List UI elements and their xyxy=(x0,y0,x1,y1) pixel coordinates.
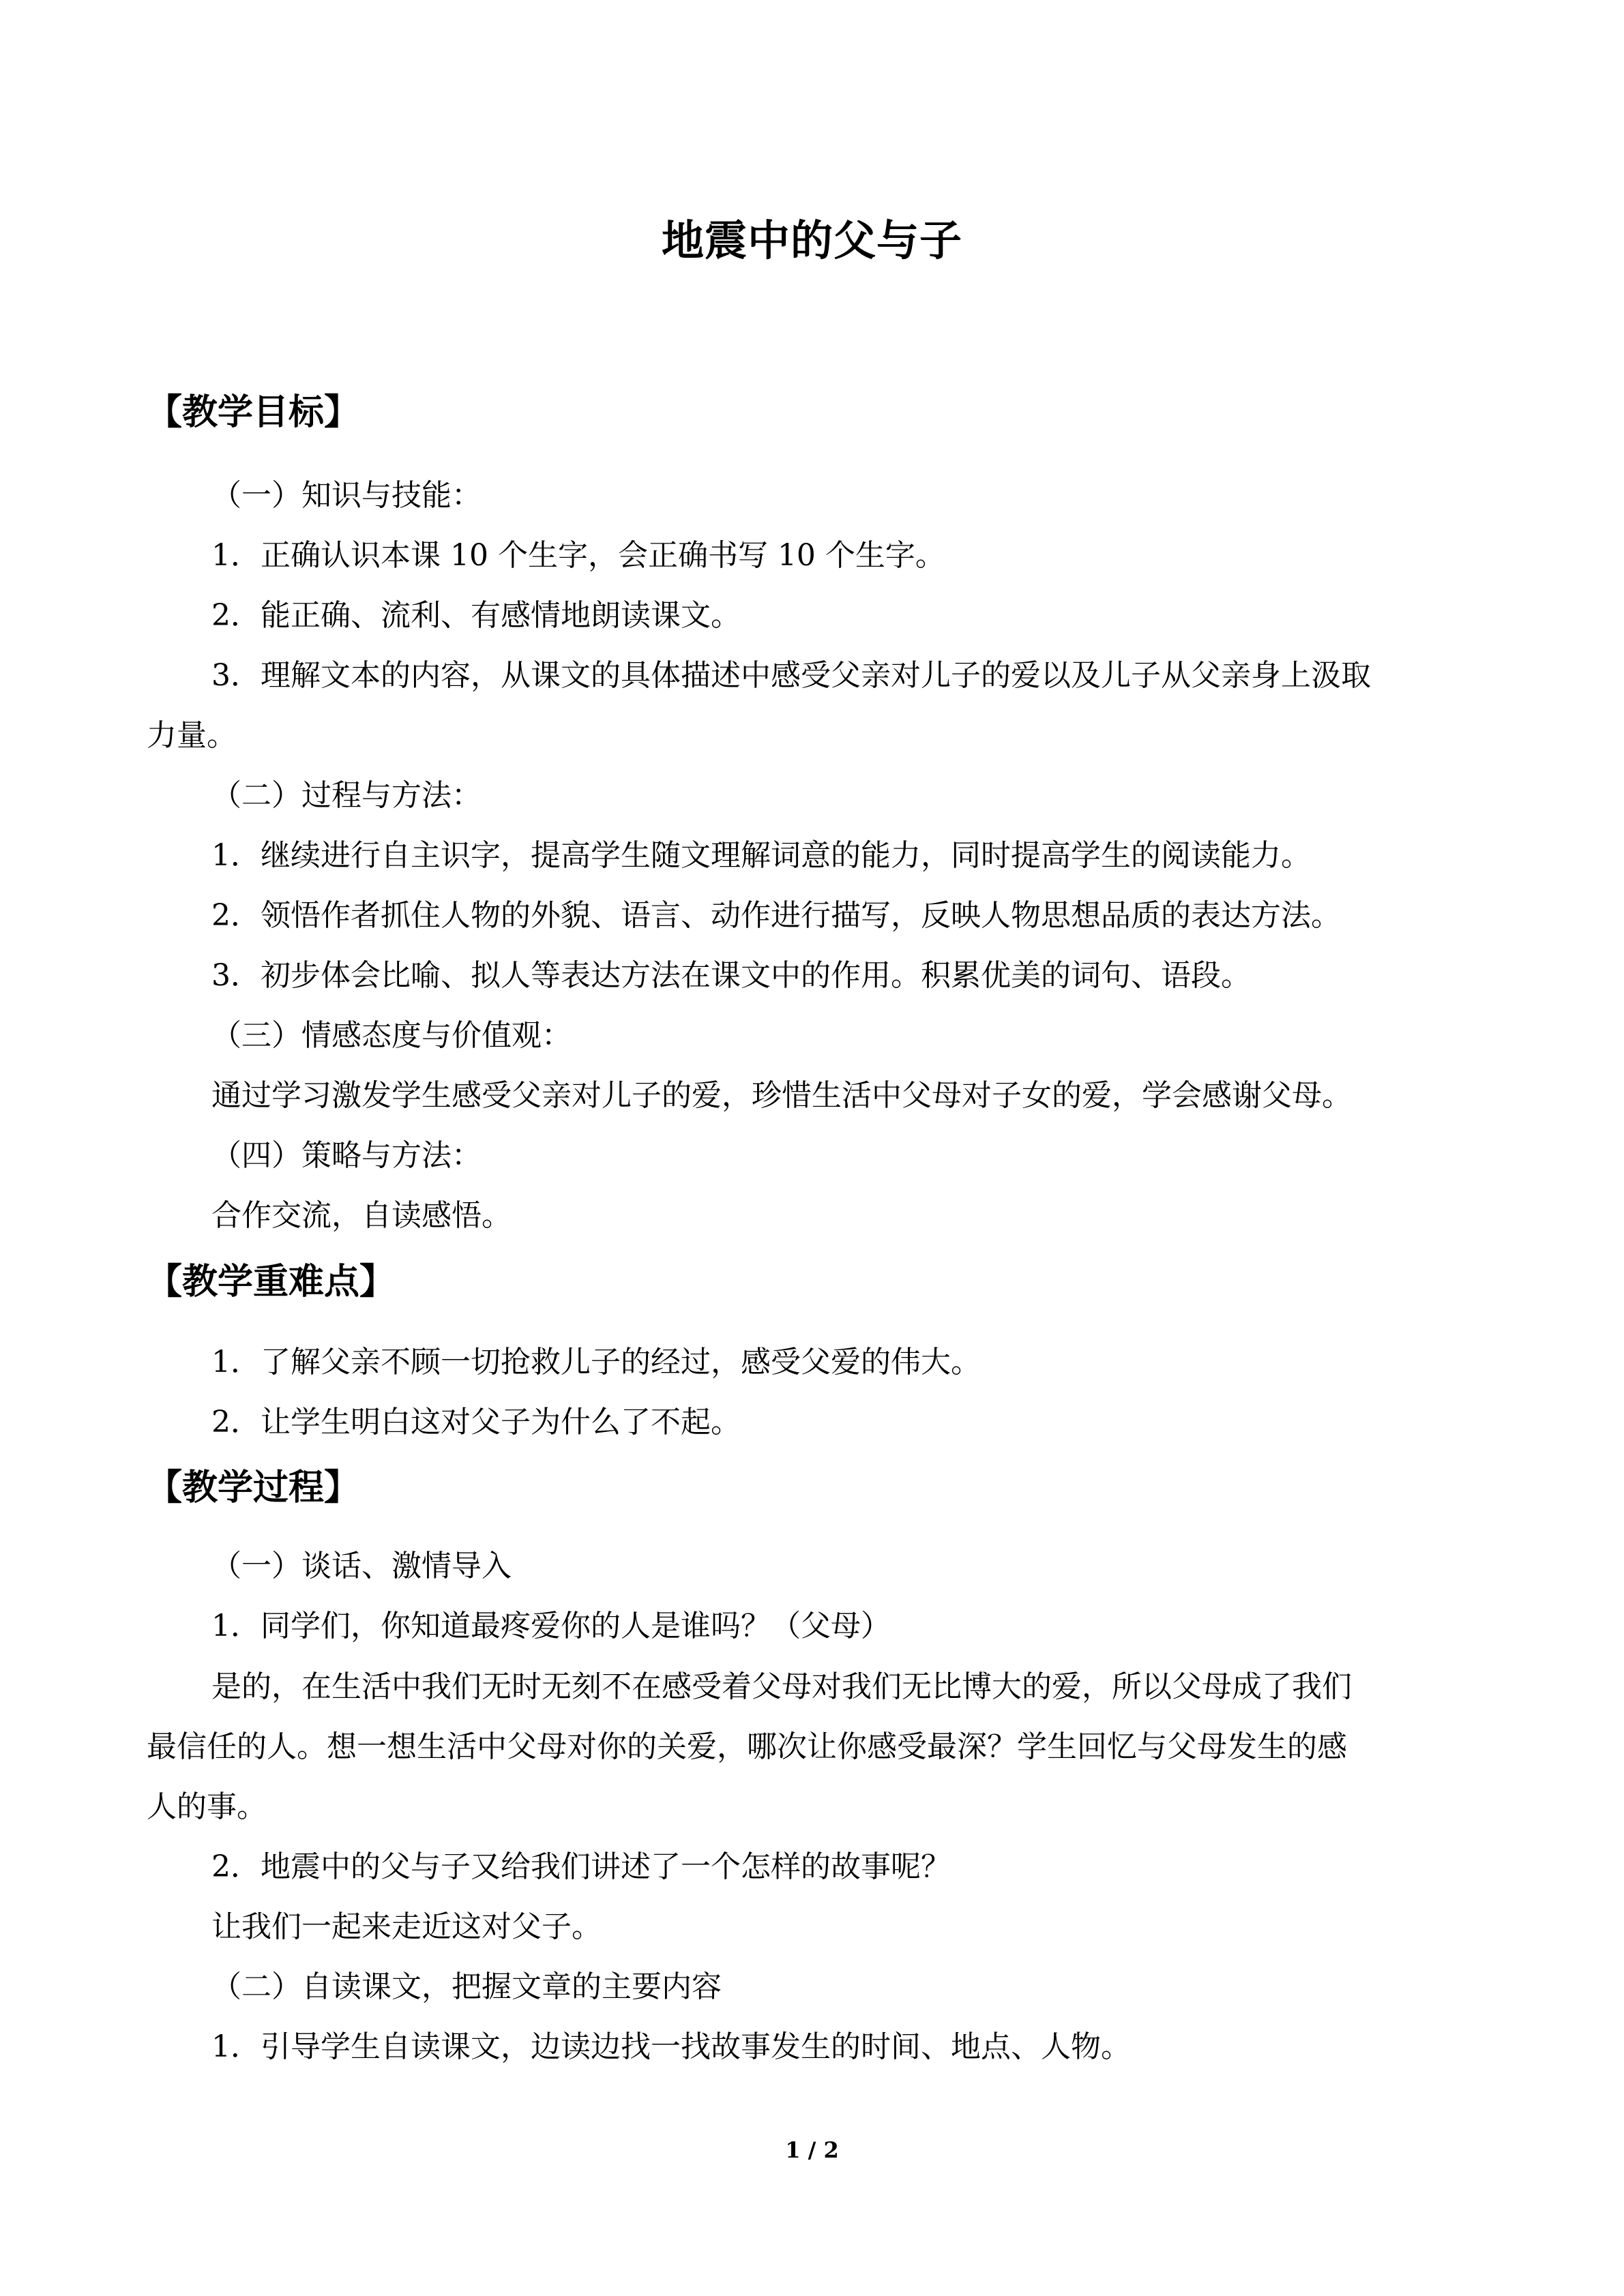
list-item: 3．初步体会比喻、拟人等表达方法在课文中的作用。积累优美的词句、语段。 xyxy=(211,958,1251,993)
paragraph: 合作交流，自读感悟。 xyxy=(211,1198,512,1233)
list-item: 1．正确认识本课 10 个生字，会正确书写 10 个生字。 xyxy=(211,538,945,573)
subheading-strategy-method: （四）策略与方法： xyxy=(211,1138,482,1173)
page-number: 1 / 2 xyxy=(785,2137,839,2163)
paragraph-continuation: 人的事。 xyxy=(147,1789,267,1824)
paragraph: 1．引导学生自读课文，边读边找一找故事发生的时间、地点、人物。 xyxy=(211,2029,1131,2064)
paragraph: 1．同学们，你知道最疼爱你的人是谁吗？（父母） xyxy=(211,1609,891,1643)
list-item: 3．理解文本的内容，从课文的具体描述中感受父亲对儿子的爱以及儿子从父亲身上汲取 xyxy=(211,658,1371,693)
subheading-process-method: （二）过程与方法： xyxy=(211,778,482,813)
section-heading-key-points: 【教学重难点】 xyxy=(147,1261,396,1302)
paragraph: 是的，在生活中我们无时无刻不在感受着父母对我们无比博大的爱，所以父母成了我们 xyxy=(211,1669,1352,1704)
section-heading-objectives: 【教学目标】 xyxy=(147,391,360,433)
subheading-self-reading: （二）自读课文，把握文章的主要内容 xyxy=(211,1969,722,2004)
subheading-introduction: （一）谈话、激情导入 xyxy=(211,1549,512,1583)
list-item: 2．让学生明白这对父子为什么了不起。 xyxy=(211,1405,741,1440)
list-item: 1．了解父亲不顾一切抢救儿子的经过，感受父爱的伟大。 xyxy=(211,1345,981,1380)
paragraph: 2．地震中的父与子又给我们讲述了一个怎样的故事呢？ xyxy=(211,1849,951,1884)
list-item: 1．继续进行自主识字，提高学生随文理解词意的能力，同时提高学生的阅读能力。 xyxy=(211,838,1311,873)
subheading-emotion-values: （三）情感态度与价值观： xyxy=(211,1018,572,1053)
paragraph-continuation: 最信任的人。想一想生活中父母对你的关爱，哪次让你感受最深？学生回忆与父母发生的感 xyxy=(147,1729,1347,1764)
list-item: 2．领悟作者抓住人物的外貌、语言、动作进行描写，反映人物思想品质的表达方法。 xyxy=(211,898,1341,933)
section-heading-process: 【教学过程】 xyxy=(147,1467,360,1508)
subheading-knowledge-skills: （一）知识与技能： xyxy=(211,478,482,513)
list-item: 2．能正确、流利、有感情地朗读课文。 xyxy=(211,598,741,633)
document-title: 地震中的父与子 xyxy=(661,215,962,265)
paragraph: 通过学习激发学生感受父亲对儿子的爱，珍惜生活中父母对子女的爱，学会感谢父母。 xyxy=(211,1078,1352,1113)
paragraph: 让我们一起来走近这对父子。 xyxy=(211,1909,602,1944)
list-item-continuation: 力量。 xyxy=(147,718,237,753)
